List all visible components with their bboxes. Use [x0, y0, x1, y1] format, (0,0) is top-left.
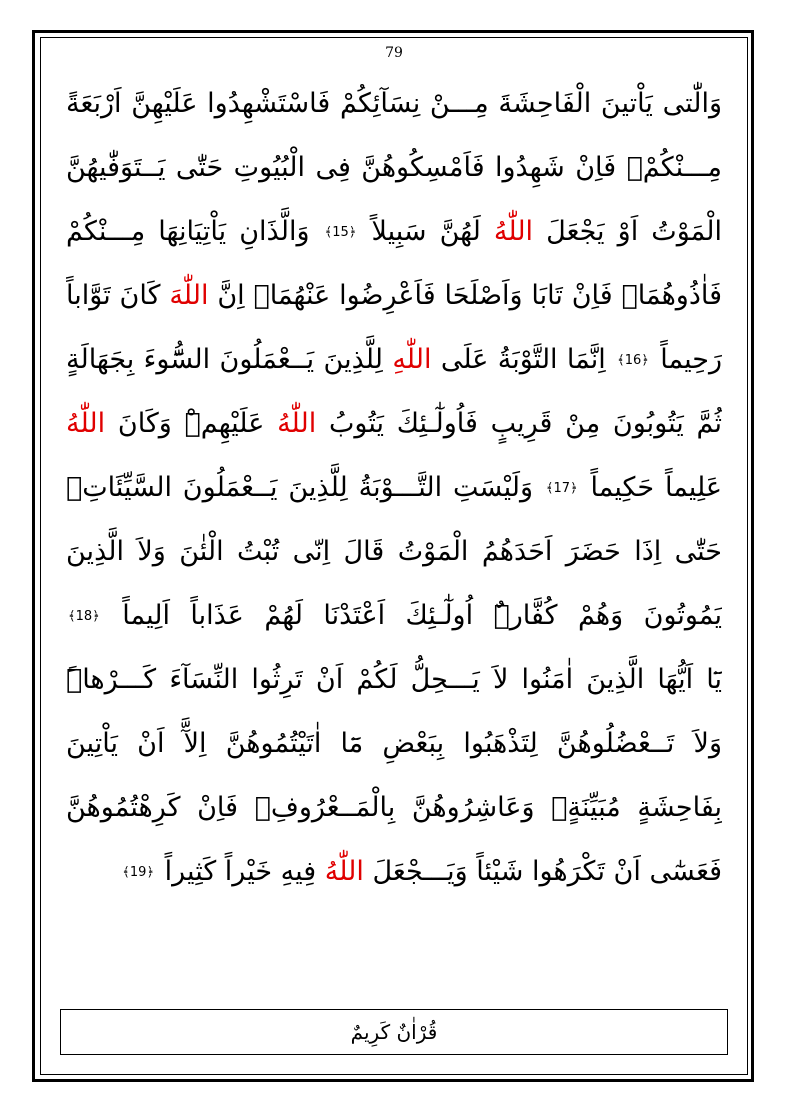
divine-name: اللّٰهُ: [66, 408, 106, 439]
verse-text: حَتّٰى اِذَا حَضَرَ اَحَدَهُمُ الْمَوْتُ قَالَ اِنّى تُبْتُ الْئٰنَ وَلاَ الَّذِينَ: [66, 536, 722, 567]
ayah-number: ﴿18﴾: [68, 608, 100, 624]
verse-text: فَاٰذُوهُمَاۚ فَاِنْ تَابَا وَاَصْلَحَا فَاَعْرِضُوا عَنْهُمَاۜ اِنَّ: [208, 280, 722, 311]
quran-text-block: [66, 72, 722, 972]
ayah-number: ﴿17﴾: [545, 480, 578, 496]
verse-line: [66, 840, 722, 904]
verse-text: الْمَوْتُ اَوْ يَجْعَلَ: [533, 216, 722, 247]
ayah-number: ﴿15﴾: [324, 224, 357, 240]
verse-text: كَانَ تَوَّاباً: [66, 280, 170, 311]
verse-line: [66, 712, 722, 776]
verse-line: [66, 392, 722, 456]
verse-text: وَالَّذَانِ يَاْتِيَانِهَا مِـــنْكُمْ: [66, 216, 323, 247]
verse-line: [66, 456, 722, 520]
verse-line: [66, 648, 722, 712]
verse-text: وَلَيْسَتِ التَّـــوْبَةُ لِلَّذِينَ يَــعْمَلُونَ السَّيِّئَاتِۚ: [66, 472, 544, 503]
verse-line: [66, 72, 722, 136]
verse-text: رَحِيماً: [650, 344, 722, 375]
verse-line: [66, 776, 722, 840]
verse-text: لِلَّذِينَ يَــعْمَلُونَ السُّٓوءَ بِجَهَالَةٍ: [66, 344, 393, 375]
footer-title-box: [60, 1009, 728, 1055]
divine-name: اللّٰهِ: [392, 344, 432, 375]
verse-text: ثُمَّ يَتُوبُونَ مِنْ قَرِيبٍ فَاُولٰٓـئِكَ يَتُوبُ: [316, 408, 722, 439]
verse-text: فِيهِ خَيْراً كَثِيراً: [156, 856, 325, 887]
verse-line: [66, 264, 722, 328]
verse-text: عَلِيماً حَكِيماً: [579, 472, 722, 503]
footer-title: قُرْاٰنٌ كَرِيمٌ: [350, 1020, 438, 1044]
verse-text: وَلاَ تَــعْضُلُوهُنَّ لِتَذْهَبُوا بِبَعْضِ مَٓا اٰتَيْتُمُوهُنَّ اِلآَّ اَنْ يَاْتِينَ: [66, 728, 722, 759]
verse-line: [66, 584, 722, 648]
divine-name: اللّٰهُ: [324, 856, 364, 887]
verse-text: يَمُوتُونَ وَهُمْ كُفَّارٌۜ اُولٰٓـئِكَ اَعْتَدْنَا لَهُمْ عَذَاباً اَلِيماً: [101, 600, 722, 631]
verse-text: لَهُنَّ سَبِيلاً: [358, 216, 494, 247]
ayah-number: ﴿16﴾: [617, 352, 649, 368]
page-number: 79: [385, 45, 403, 61]
divine-name: اللّٰهُ: [277, 408, 317, 439]
verse-text: بِفَاحِشَةٍ مُبَيِّنَةٍۚ وَعَاشِرُوهُنَّ بِالْمَــعْرُوفِۚ فَاِنْ كَرِهْتُمُوهُنَّ: [66, 792, 722, 823]
verse-line: [66, 136, 722, 200]
ayah-number: ﴿19﴾: [122, 864, 155, 880]
verse-line: [66, 520, 722, 584]
verse-text: يَٓا اَيُّهَا الَّذِينَ اٰمَنُوا لاَ يَـــحِلُّ لَكُمْ اَنْ تَرِثُوا النِّسَآءَ كَـــرْهاًۜ: [66, 664, 722, 695]
verse-line: [66, 328, 722, 392]
verse-line: [66, 200, 722, 264]
verse-text: فَعَسٰٓى اَنْ تَكْرَهُوا شَيْئاً وَيَـــجْعَلَ: [363, 856, 722, 887]
divine-name: اللّٰهُ: [493, 216, 534, 247]
verse-text: مِـــنْكُمْۚ فَاِنْ شَهِدُوا فَاَمْسِكُوهُنَّ فِى الْبُيُوتِ حَتّٰى يَــتَوَفّٰيهُنَّ: [66, 152, 722, 183]
verse-text: اِنَّمَا التَّوْبَةُ عَلَى: [431, 344, 616, 375]
verse-text: وَالّٰتى يَاْتينَ الْفَاحِشَةَ مِـــنْ نِسَآئِكُمْ فَاسْتَشْهِدُوا عَلَيْهِنَّ اَرْبَعَةً: [66, 88, 722, 119]
verse-text: عَلَيْهِمْۜ وَكَانَ: [105, 408, 278, 439]
divine-name: اللّٰهَ: [169, 280, 209, 311]
